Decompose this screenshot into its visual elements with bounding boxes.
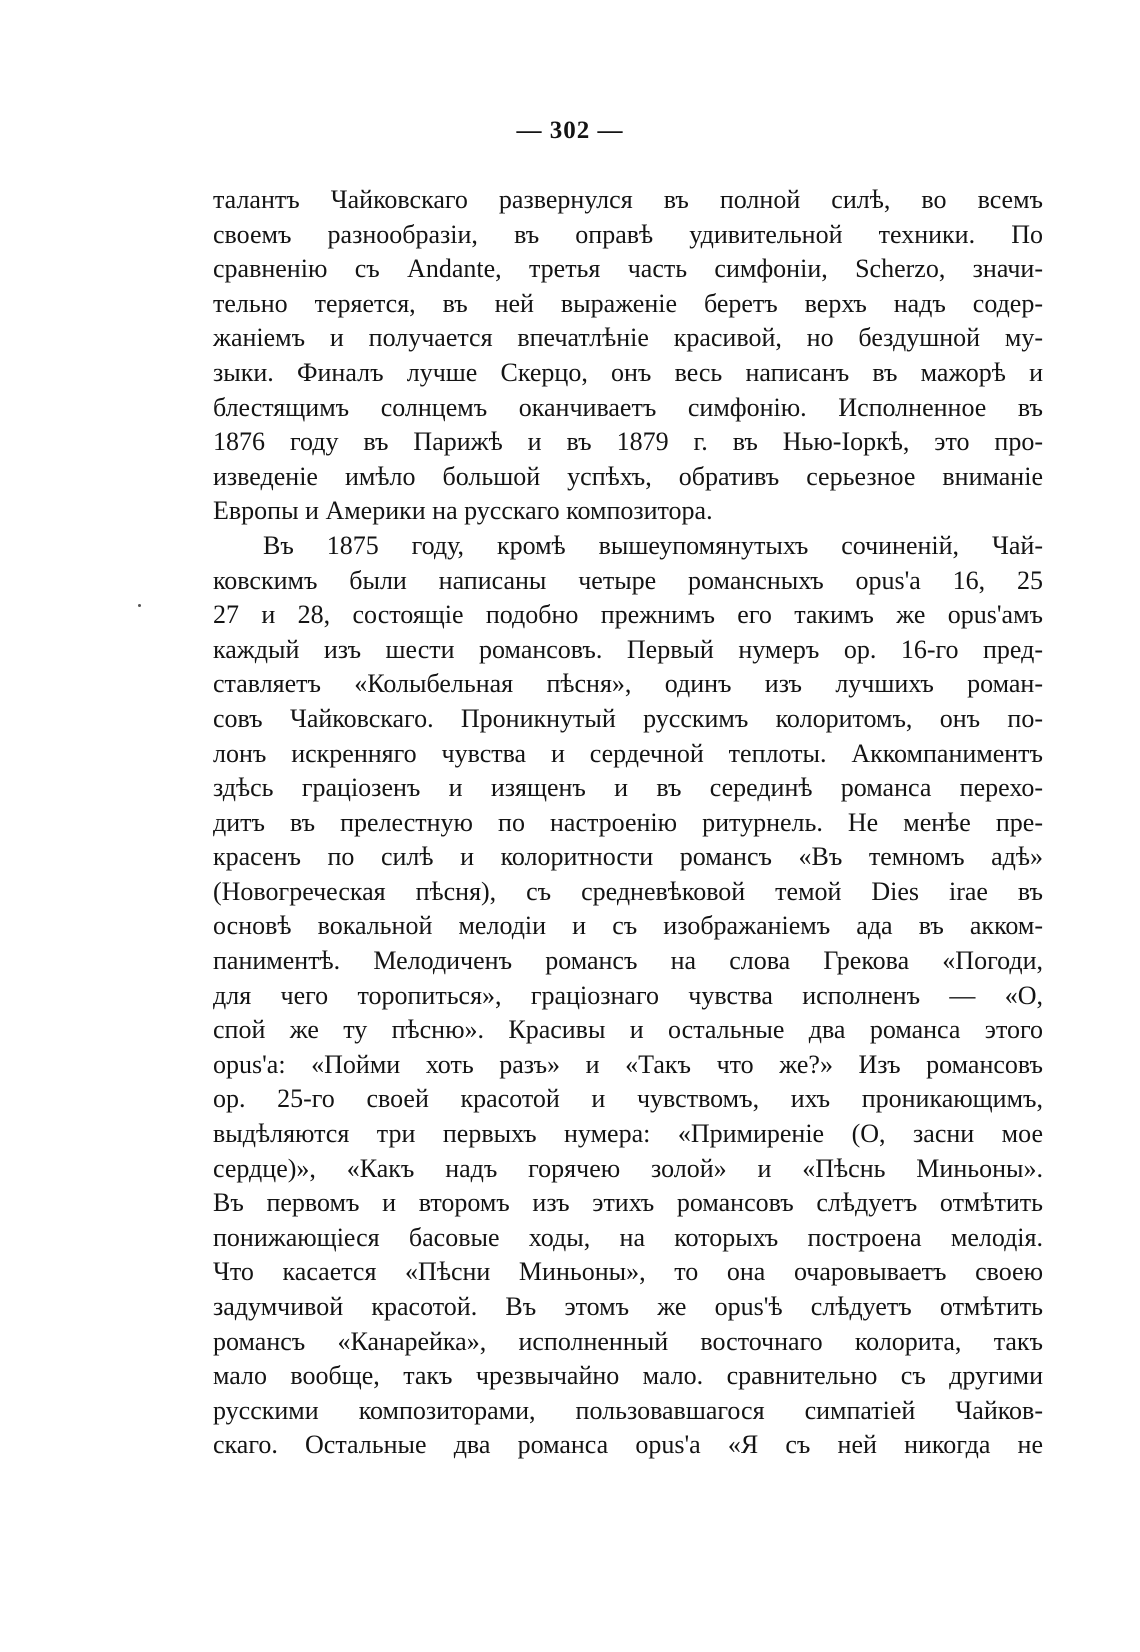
text-line: красенъ по силѣ и колоритности романсъ «Въ темномъ адѣ»	[213, 842, 1043, 872]
text-line: ковскимъ были написаны четыре романсныхъ opus'а 16, 25	[213, 565, 1043, 595]
text-line: жаніемъ и получается впечатлѣніе красивой, но бездушной му-	[213, 323, 1043, 353]
text-line: (Новогреческая пѣсня), съ средневѣковой темой Dies irae въ	[213, 876, 1043, 906]
text-line: блестящимъ солнцемъ оканчиваетъ симфонію. Исполненное въ	[213, 392, 1043, 422]
text-line: 27 и 28, состоящіе подобно прежнимъ его такимъ же opus'амъ	[213, 600, 1043, 630]
text-line: мало вообще, такъ чрезвычайно мало. сравнительно съ другими	[213, 1361, 1043, 1391]
text-line: своемъ разнообразіи, въ оправѣ удивительной техники. По	[213, 219, 1043, 249]
text-line: понижающіеся басовые ходы, на которыхъ построена мелодія.	[213, 1222, 1043, 1252]
text-line: каждый изъ шести романсовъ. Первый нумеръ op. 16-го пред-	[213, 634, 1043, 664]
text-line: совъ Чайковскаго. Проникнутый русскимъ колоритомъ, онъ по-	[213, 703, 1043, 733]
text-line: зыки. Финалъ лучше Скерцо, онъ весь написанъ въ мажорѣ и	[213, 357, 1043, 387]
page-number: — 302 —	[516, 117, 624, 144]
text-line: Въ первомъ и второмъ изъ этихъ романсовъ слѣдуетъ отмѣтить	[213, 1188, 1043, 1218]
text-line: сердце)», «Какъ надъ горячею золой» и «Пѣснь Миньоны».	[213, 1153, 1043, 1183]
text-line: opus'а: «Пойми хоть разъ» и «Такъ что же?» Изъ романсовъ	[213, 1049, 1043, 1079]
body-text	[213, 183, 1043, 1463]
text-line: 1876 году въ Парижѣ и въ 1879 г. въ Нью-Іоркѣ, это про-	[213, 427, 1043, 457]
text-line: дитъ въ прелестную по настроенію ритурнель. Не менѣе пре-	[213, 807, 1043, 837]
text-line: Что касается «Пѣсни Миньоны», то она очаровываетъ своею	[213, 1257, 1043, 1287]
paragraph-1	[213, 183, 1043, 529]
text-line: Въ 1875 году, кромѣ вышеупомянутыхъ сочиненій, Чай-	[263, 530, 1043, 560]
text-line: выдѣляются три первыхъ нумера: «Примиреніе (О, засни мое	[213, 1119, 1043, 1149]
text-line: основѣ вокальной мелодіи и съ изображаніемъ ада въ акком-	[213, 911, 1043, 941]
text-line: русскими композиторами, пользовавшагося симпатіей Чайков-	[213, 1395, 1043, 1425]
text-line: лонъ искренняго чувства и сердечной теплоты. Аккомпаниментъ	[213, 738, 1043, 768]
text-line: изведеніе имѣло большой успѣхъ, обративъ серьезное вниманіе	[213, 461, 1043, 491]
text-line: спой же ту пѣсню». Красивы и остальные два романса этого	[213, 1015, 1043, 1045]
text-line: сравненію съ Andante, третья часть симфоніи, Scherzo, значи-	[213, 254, 1043, 284]
text-line: талантъ Чайковскаго развернулся въ полной силѣ, во всемъ	[213, 185, 1043, 214]
text-line: ставляетъ «Колыбельная пѣсня», одинъ изъ лучшихъ роман-	[213, 669, 1043, 699]
margin-mark	[138, 604, 141, 607]
paragraph-2	[213, 529, 1043, 1463]
text-line: скаго. Остальные два романса opus'а «Я съ ней никогда не	[213, 1430, 1043, 1460]
text-line: op. 25-го своей красотой и чувствомъ, ихъ проникающимъ,	[213, 1084, 1043, 1114]
text-line: для чего торопиться», граціознаго чувства исполненъ — «О,	[213, 980, 1043, 1010]
text-line: задумчивой красотой. Въ этомъ же opus'ѣ слѣдуетъ отмѣтить	[213, 1292, 1043, 1321]
text-line: романсъ «Канарейка», исполненный восточнаго колорита, такъ	[213, 1326, 1043, 1356]
text-line: здѣсь граціозенъ и изященъ и въ серединѣ романса перехо-	[213, 773, 1043, 803]
text-line: тельно теряется, въ ней выраженіе беретъ верхъ надъ содер-	[213, 288, 1043, 318]
text-line: паниментѣ. Мелодиченъ романсъ на слова Грекова «Погоди,	[213, 946, 1043, 976]
text-line: Европы и Америки на русскаго композитора.	[213, 496, 713, 526]
